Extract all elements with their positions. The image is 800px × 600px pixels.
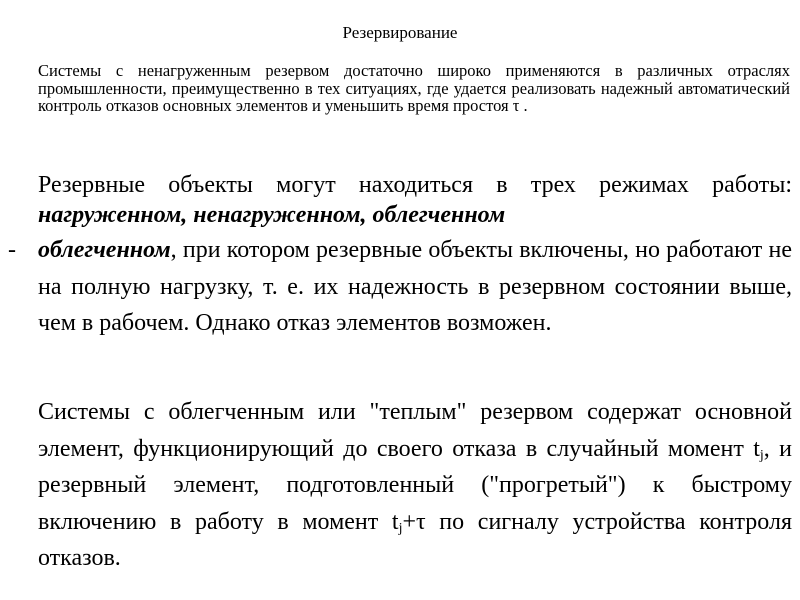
warm-reserve-paragraph: [38, 394, 792, 577]
list-bullet: -: [8, 237, 16, 263]
warm-reserve-subscript-1: j: [759, 447, 764, 463]
page-title: Резервирование: [342, 23, 458, 42]
modes-list-text: нагруженном, ненагруженном, облегченном: [38, 202, 506, 228]
modes-lead-text: Резервные объекты могут находиться в трех режимах работы:: [38, 172, 792, 198]
warm-reserve-subscript-2: j: [398, 520, 403, 536]
light-mode-text: , при котором резервные объекты включены, но работают не на полную нагрузку, т. е. их надежность в резервном состоянии выше, чем в рабочем. Однако отказ элементов возможен.: [38, 237, 792, 337]
light-mode-term: облегченном: [38, 237, 171, 263]
intro-paragraph: Системы с ненагруженным резервом достаточно широко применяются в различных отраслях промышленности, преимущественно в тех ситуациях, где удается реализовать надежный автоматический контроль отказов основных элементов и уменьшить время простоя τ .: [38, 61, 790, 116]
modes-paragraph: [38, 170, 792, 230]
warm-reserve-text-2: , и резервный элемент, подготовленный ("прогретый") к быстрому включению в работу в момент t: [38, 435, 793, 535]
light-mode-paragraph: [38, 232, 792, 342]
warm-reserve-text-1: Системы с облегченным или "теплым" резервом содержат основной элемент, функционирующий до своего отказа в случайный момент t: [38, 399, 792, 462]
warm-reserve-text-3: +τ по сигналу устройства контроля отказов.: [38, 508, 792, 572]
